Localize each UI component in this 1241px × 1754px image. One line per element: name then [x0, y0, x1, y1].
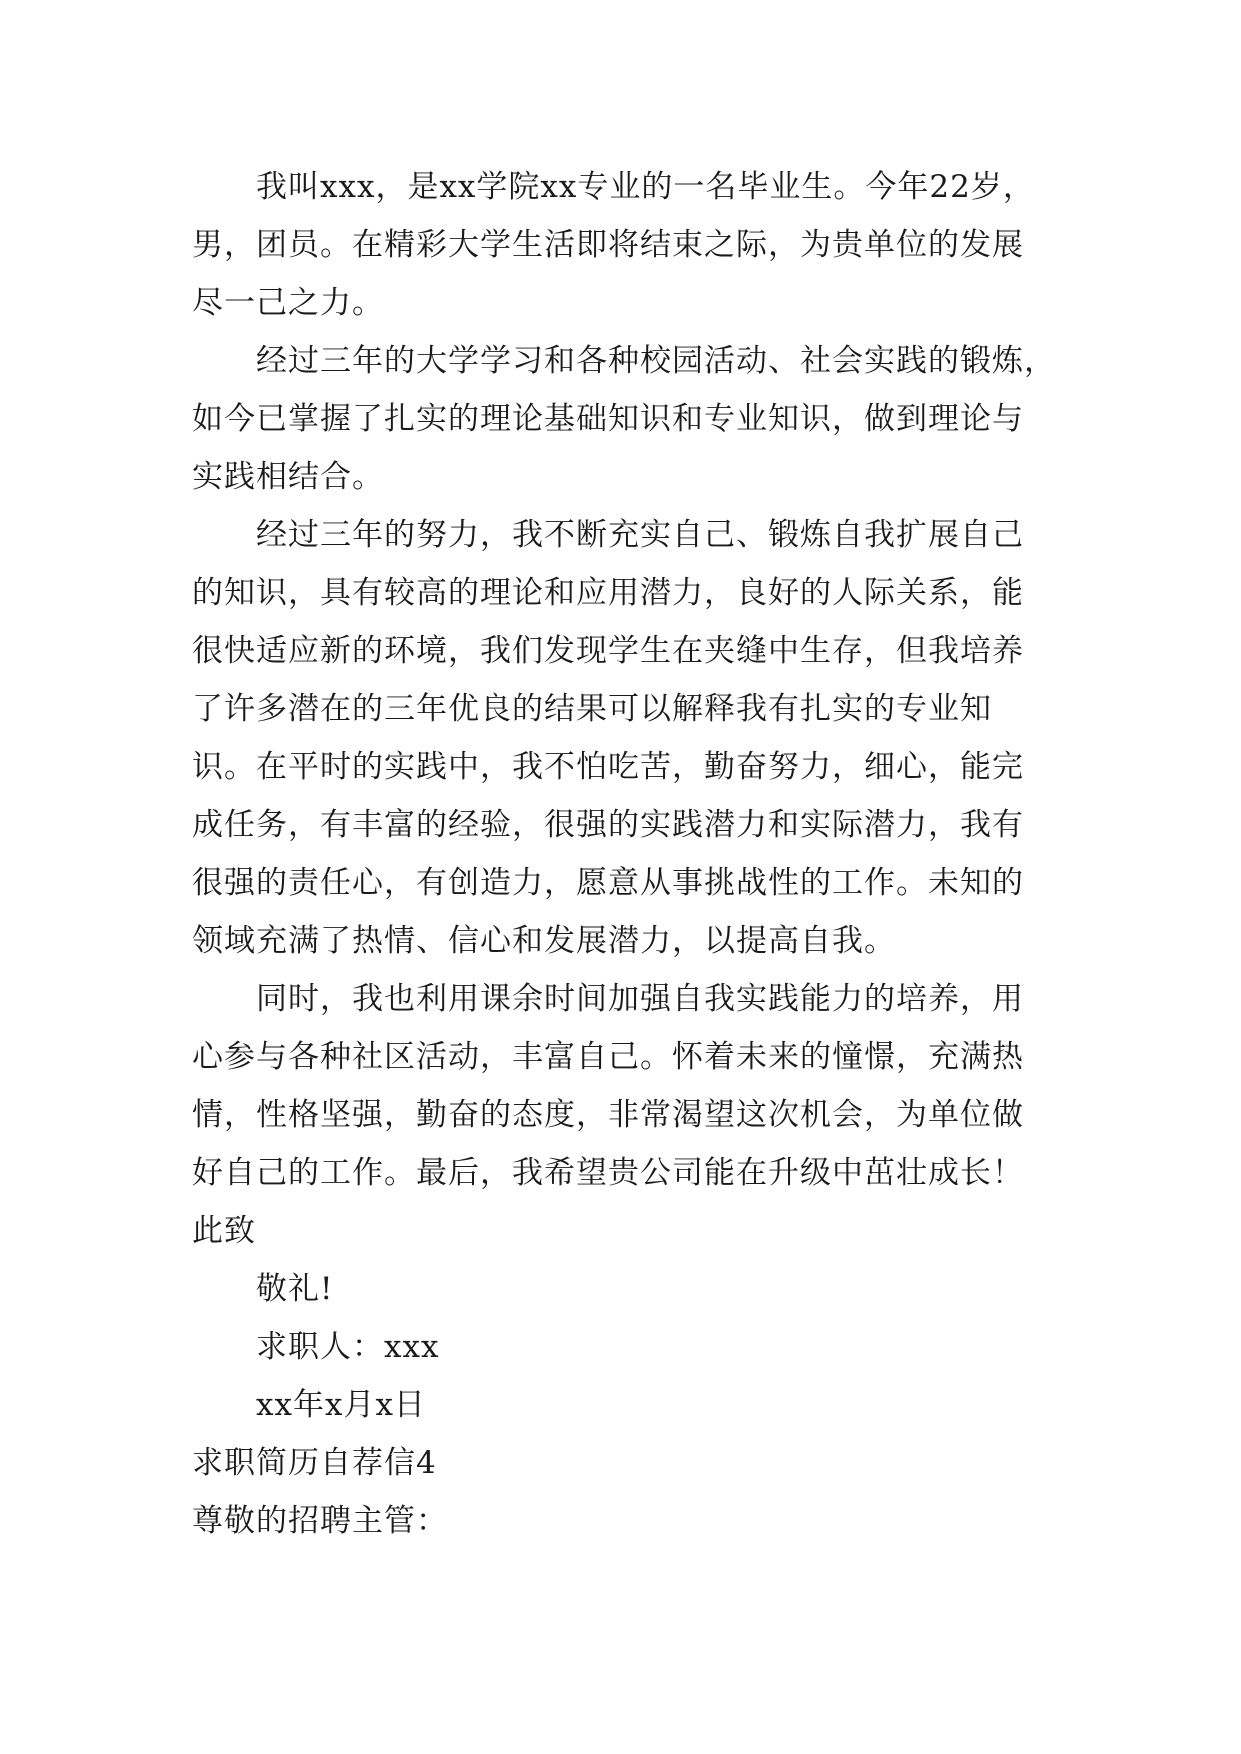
paragraph-3-line-5: 识。在平时的实践中，我不怕吃苦，勤奋努力，细心，能完 — [192, 749, 1024, 785]
paragraph-3-line-2: 的知识，具有较高的理论和应用潜力，良好的人际关系，能 — [192, 575, 1024, 611]
paragraph-3-line-3: 很快适应新的环境，我们发现学生在夹缝中生存，但我培养 — [192, 633, 1024, 669]
paragraph-4-line-1: 同时，我也利用课余时间加强自我实践能力的培养，用 — [256, 981, 1024, 1017]
paragraph-4-line-3: 情，性格坚强，勤奋的态度，非常渴望这次机会，为单位做 — [192, 1097, 1024, 1133]
paragraph-4-line-4: 好自己的工作。最后，我希望贵公司能在升级中茁壮成长！ — [192, 1155, 1024, 1191]
paragraph-3-line-6: 成任务，有丰富的经验，很强的实践潜力和实际潜力，我有 — [192, 807, 1024, 843]
closing-regards: 敬礼! — [256, 1271, 334, 1307]
paragraph-1-line-2: 男，团员。在精彩大学生活即将结束之际，为贵单位的发展 — [192, 227, 1024, 263]
paragraph-2-line-1: 经过三年的大学学习和各种校园活动、社会实践的锻炼， — [256, 343, 1056, 379]
paragraph-3-line-4: 了许多潜在的三年优良的结果可以解释我有扎实的专业知 — [192, 691, 992, 727]
paragraph-3-line-8: 领域充满了热情、信心和发展潜力，以提高自我。 — [192, 923, 896, 959]
paragraph-4-line-2: 心参与各种社区活动，丰富自己。怀着未来的憧憬，充满热 — [192, 1039, 1024, 1075]
paragraph-1-line-1: 我叫xxx，是xx学院xx专业的一名毕业生。今年22岁， — [256, 169, 1035, 205]
closing-salutation: 此致 — [192, 1213, 256, 1249]
section-heading: 求职简历自荐信4 — [192, 1445, 437, 1481]
paragraph-2-line-3: 实践相结合。 — [192, 459, 384, 495]
document-page — [192, 158, 1056, 1550]
greeting: 尊敬的招聘主管： — [192, 1503, 448, 1539]
paragraph-1-line-3: 尽一己之力。 — [192, 285, 384, 321]
letter-date: xx年x月x日 — [256, 1387, 426, 1423]
paragraph-3-line-1: 经过三年的努力，我不断充实自己、锻炼自我扩展自己 — [256, 517, 1024, 553]
paragraph-3-line-7: 很强的责任心，有创造力，愿意从事挑战性的工作。未知的 — [192, 865, 1024, 901]
paragraph-2-line-2: 如今已掌握了扎实的理论基础知识和专业知识，做到理论与 — [192, 401, 1024, 437]
applicant-signature: 求职人：xxx — [256, 1329, 440, 1365]
